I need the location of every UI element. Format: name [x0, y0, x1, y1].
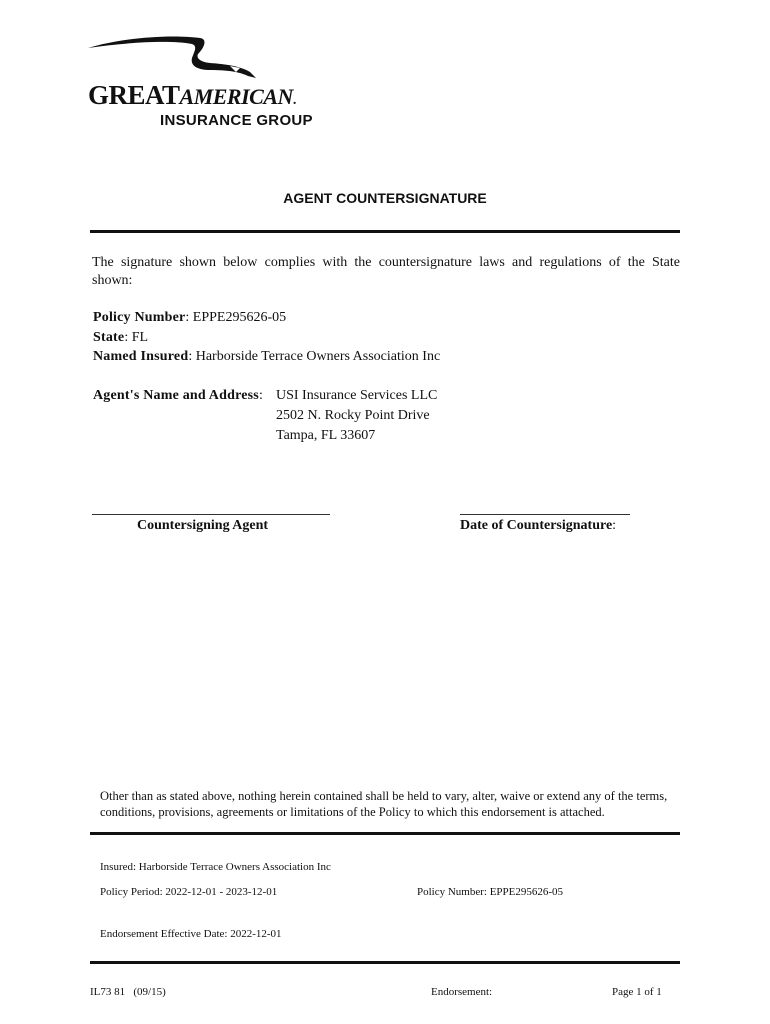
- document-title: AGENT COUNTERSIGNATURE: [283, 190, 487, 206]
- agent-name: USI Insurance Services LLC: [276, 388, 438, 403]
- policy-number-value: : EPPE295626-05: [185, 310, 287, 325]
- footer-insured: Insured: Harborside Terrace Owners Association Inc: [100, 861, 331, 873]
- footer-policy-number: Policy Number: EPPE295626-05: [417, 886, 564, 898]
- countersigning-agent-label: Countersigning Agent: [137, 518, 269, 533]
- disclaimer-divider: [90, 832, 680, 835]
- company-logo-text: [88, 80, 296, 111]
- agent-label-colon: :: [258, 388, 263, 403]
- state-row: [93, 330, 148, 346]
- policy-number-row: [93, 310, 286, 326]
- date-signature-line: [460, 514, 630, 515]
- title-divider: [90, 230, 680, 233]
- logo-registered: .: [292, 93, 296, 108]
- agent-city: Tampa, FL 33607: [276, 428, 376, 443]
- date-of-countersignature-label: [460, 518, 616, 534]
- agent-street: 2502 N. Rocky Point Drive: [276, 408, 430, 423]
- named-insured-label: Named Insured: [93, 349, 189, 364]
- state-label: State: [93, 330, 125, 345]
- intro-paragraph: The signature shown below complies with the countersignature laws and regulations of the State shown:: [92, 255, 680, 288]
- logo-word-great: GREAT: [88, 80, 180, 110]
- footer-effective-date: Endorsement Effective Date: 2022-12-01: [100, 928, 282, 940]
- date-label-colon: :: [612, 518, 617, 533]
- footer-divider: [90, 961, 680, 964]
- date-label-text: Date of Countersignature: [460, 518, 613, 533]
- agent-signature-line: [92, 514, 330, 515]
- logo-word-american: AMERICAN: [179, 84, 293, 109]
- form-code: IL73 81 (09/15): [90, 986, 166, 998]
- page-number: Page 1 of 1: [612, 986, 662, 998]
- logo-subtitle: INSURANCE GROUP: [160, 112, 313, 129]
- named-insured-value: : Harborside Terrace Owners Association Inc: [188, 349, 441, 364]
- agent-label: Agent's Name and Address: [93, 388, 259, 403]
- disclaimer-paragraph: Other than as stated above, nothing herein contained shall be held to vary, alter, waive or extend any of the terms, conditions, provisions, agreements or limitations of the Policy to which this endorsement is attached.: [100, 789, 668, 819]
- footer-policy-period: Policy Period: 2022-12-01 - 2023-12-01: [100, 886, 278, 898]
- agent-label-row: [93, 388, 263, 404]
- policy-number-label: Policy Number: [93, 310, 186, 325]
- state-value: : FL: [124, 330, 149, 345]
- named-insured-row: [93, 349, 440, 365]
- endorsement-label: Endorsement:: [431, 986, 493, 998]
